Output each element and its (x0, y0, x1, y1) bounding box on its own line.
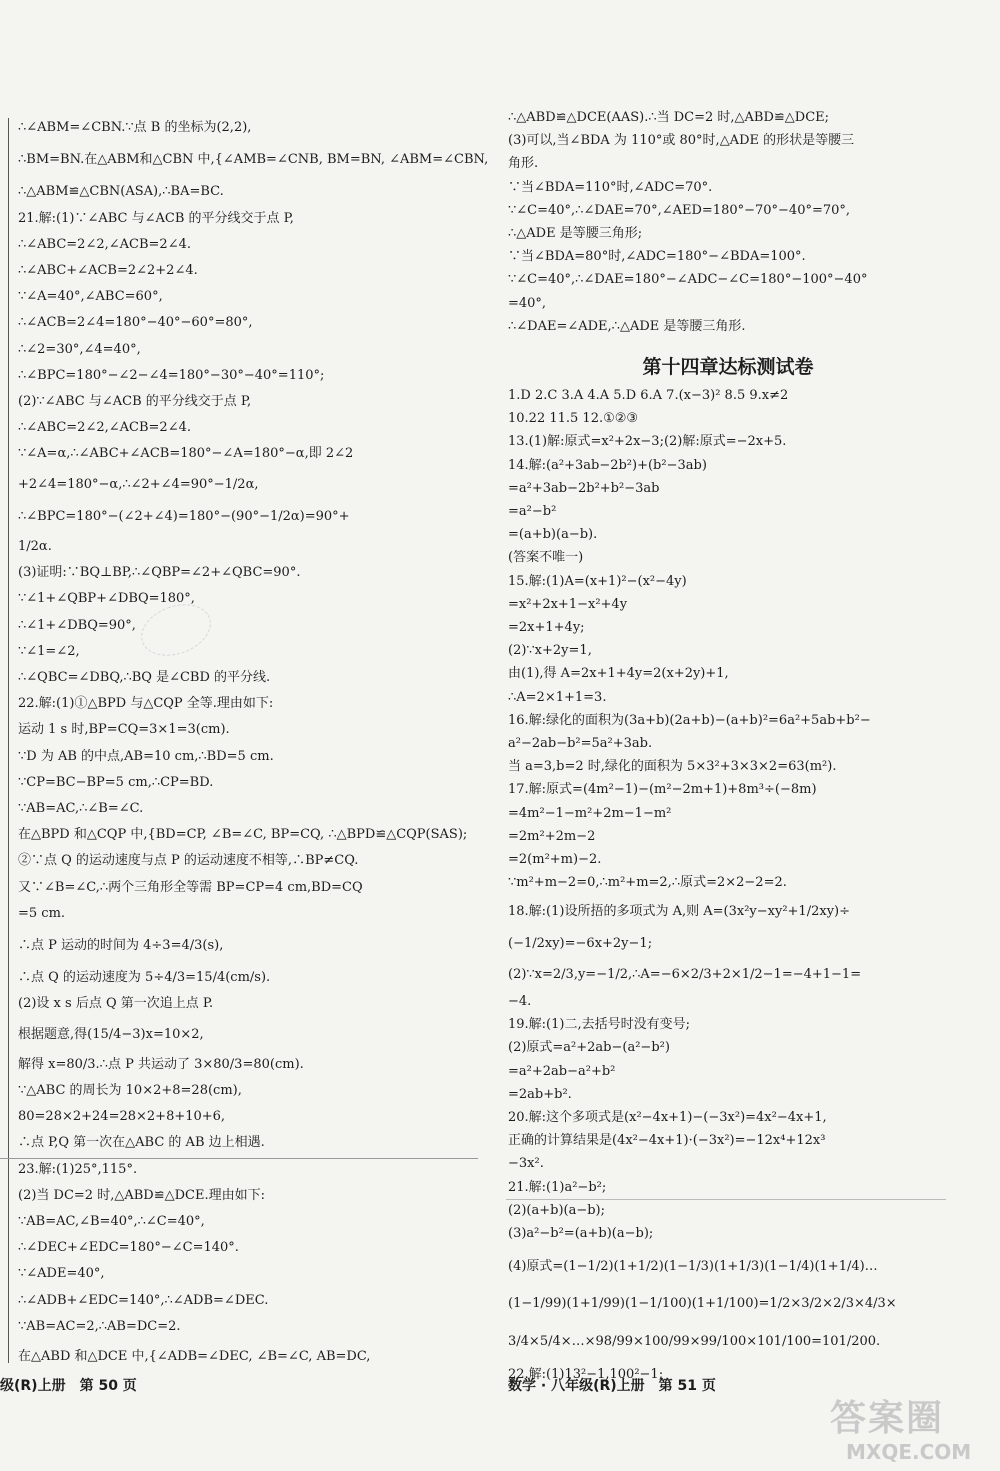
text-line: 解得 x=80/3.∴点 P 共运动了 3×80/3=80(cm). (18, 1056, 304, 1072)
text-line: −3x². (508, 1156, 544, 1172)
text-line: 1.D 2.C 3.A 4.A 5.D 6.A 7.(x−3)² 8.5 9.x≠2 (508, 388, 789, 403)
text-line: ∵∠1=∠2, (18, 643, 80, 659)
text-line: ∵AB=AC,∴∠B=∠C. (18, 801, 144, 816)
text-line: ∴∠QBC=∠DBQ,∴BQ 是∠CBD 的平分线. (18, 670, 271, 685)
text-line: ∴△ADE 是等腰三角形; (508, 226, 643, 241)
text-line: 21.解:(1)a²−b²; (508, 1179, 607, 1195)
text-line: 角形. (508, 156, 539, 172)
watermark-text: 答案圈 (830, 1398, 945, 1439)
text-line: ∵AB=AC,∠B=40°,∴∠C=40°, (18, 1214, 205, 1229)
text-line: 15.解:(1)A=(x+1)²−(x²−4y) (508, 573, 687, 589)
text-line: ∵∠C=40°,∴∠DAE=70°,∠AED=180°−70°−40°=70°, (508, 202, 851, 218)
text-line: ∴∠ADB+∠EDC=140°,∴∠ADB=∠DEC. (18, 1292, 269, 1308)
text-line: =x²+2x+1−x²+4y (508, 596, 628, 612)
text-line: 16.解:绿化的面积为(3a+b)(2a+b)−(a+b)²=6a²+5ab+b²− (508, 712, 871, 728)
text-line: 当 a=3,b=2 时,绿化的面积为 5×3²+3×3×2=63(m²). (508, 759, 837, 775)
text-line: (2)∵∠ABC 与∠ACB 的平分线交于点 P, (18, 394, 252, 409)
text-line: 14.解:(a²+3ab−2b²)+(b²−3ab) (508, 457, 707, 473)
text-line: =2m²+2m−2 (508, 828, 596, 844)
text-line: ∵当∠BDA=110°时,∠ADC=70°. (508, 179, 713, 195)
text-line: ∴点 P,Q 第一次在△ABC 的 AB 边上相遇. (18, 1135, 265, 1151)
text-line: 3/4×5/4×…×98/99×100/99×99/100×101/100=101/200. (508, 1333, 881, 1349)
text-line: =a²+3ab−2b²+b²−3ab (508, 480, 660, 496)
text-line: ∴∠DAE=∠ADE,∴△ADE 是等腰三角形. (508, 318, 746, 334)
text-line: ∵当∠BDA=80°时,∠ADC=180°−∠BDA=100°. (508, 249, 806, 265)
text-line: ∴∠DEC+∠EDC=180°−∠C=140°. (18, 1240, 239, 1256)
text-line: ∵m²+m−2=0,∴m²+m=2,∴原式=2×2−2=2. (508, 875, 787, 891)
text-line: (3)证明:∵BQ⊥BP,∴∠QBP=∠2+∠QBC=90°. (18, 565, 301, 581)
text-line: ∵∠ADE=40°, (18, 1266, 105, 1282)
watermark-logo (820, 1390, 980, 1468)
text-line: =a²−b² (508, 504, 557, 519)
text-line: ∵AB=AC=2,∴AB=DC=2. (18, 1318, 181, 1334)
text-line: (2)设 x s 后点 Q 第一次追上点 P. (18, 996, 214, 1012)
text-line: ∵∠A=40°,∠ABC=60°, (18, 289, 163, 305)
text-line: 在△ABD 和△DCE 中,{∠ADB=∠DEC, ∠B=∠C, AB=DC, (18, 1349, 371, 1364)
text-line: ∴∠2=30°,∠4=40°, (18, 341, 141, 357)
text-line: ∵CP=BC−BP=5 cm,∴CP=BD. (18, 774, 214, 790)
text-line: ∴点 P 运动的时间为 4÷3=4/3(s), (18, 938, 224, 953)
text-line: (2)原式=a²+2ab−(a²−b²) (508, 1040, 670, 1056)
text-line: 10.22 11.5 12.①②③ (508, 411, 639, 427)
text-line: ∴∠ACB=2∠4=180°−40°−60°=80°, (18, 315, 253, 331)
text-line: ∵D 为 AB 的中点,AB=10 cm,∴BD=5 cm. (18, 748, 274, 764)
text-line: 19.解:(1)二,去括号时没有变号; (508, 1017, 690, 1033)
text-line: ∵∠1+∠QBP+∠DBQ=180°, (18, 591, 195, 607)
text-line: 22.解:(1)①△BPD 与△CQP 全等.理由如下: (18, 696, 274, 712)
text-line: =5 cm. (18, 905, 66, 921)
text-line: ∴∠ABC=2∠2,∠ACB=2∠4. (18, 236, 191, 252)
text-line: 18.解:(1)设所捂的多项式为 A,则 A=(3x²y−xy²+1/2xy)÷ (508, 904, 850, 920)
watermark-url: MXQE.COM (846, 1440, 972, 1464)
text-line: ∴BM=BN.在△ABM和△CBN 中,{∠AMB=∠CNB, BM=BN, ∠ABM=∠CBN, (18, 152, 489, 168)
text-line: ∵△ABC 的周长为 10×2+8=28(cm), (18, 1083, 242, 1098)
section-title: 第十四章达标测试卷 (642, 356, 814, 378)
text-line: (1−1/99)(1+1/99)(1−1/100)(1+1/100)=1/2×3/2×2/3×4/3× (508, 1296, 897, 1312)
left-column-divider (0, 1158, 478, 1159)
text-line: (4)原式=(1−1/2)(1+1/2)(1−1/3)(1+1/3)(1−1/4)(1+1/4)… (508, 1259, 878, 1275)
text-line: ∴△ABD≌△DCE(AAS).∴当 DC=2 时,△ABD≌△DCE; (508, 110, 830, 125)
text-line: 80=28×2+24=28×2+8+10+6, (18, 1109, 226, 1125)
text-line: −4. (508, 994, 532, 1009)
text-line: ∴∠BPC=180°−∠2−∠4=180°−30°−40°=110°; (18, 367, 325, 383)
text-line: 根据题意,得(15/4−3)x=10×2, (18, 1026, 204, 1042)
text-line: 正确的计算结果是(4x²−4x+1)·(−3x²)=−12x⁴+12x³ (508, 1133, 826, 1149)
text-line: (2)(a+b)(a−b); (508, 1202, 606, 1218)
text-line: =2(m²+m)−2. (508, 852, 602, 867)
text-line: +2∠4=180°−α,∴∠2+∠4=90°−1/2α, (18, 476, 259, 492)
text-line: =2x+1+4y; (508, 620, 585, 635)
text-line: ∴点 Q 的运动速度为 5÷4/3=15/4(cm/s). (18, 970, 271, 986)
text-line: (2)∵x+2y=1, (508, 643, 592, 659)
text-line: ∴∠ABC=2∠2,∠ACB=2∠4. (18, 420, 191, 436)
text-line: (答案不唯一) (508, 550, 584, 566)
text-line: ∴∠ABM=∠CBN.∵点 B 的坐标为(2,2), (18, 120, 252, 135)
text-line: =a²+2ab−a²+b² (508, 1063, 616, 1079)
text-line: =(a+b)(a−b). (508, 527, 598, 543)
text-line: (3)可以,当∠BDA 为 110°或 80°时,△ADE 的形状是等腰三 (508, 133, 855, 149)
text-line: 13.(1)解:原式=x²+2x−3;(2)解:原式=−2x+5. (508, 434, 787, 450)
text-line: (−1/2xy)=−6x+2y−1; (508, 935, 653, 951)
text-line: =40°, (508, 295, 547, 311)
text-line: 21.解:(1)∵∠ABC 与∠ACB 的平分线交于点 P, (18, 210, 294, 226)
text-line: ∴∠ABC+∠ACB=2∠2+2∠4. (18, 263, 198, 278)
text-line: 23.解:(1)25°,115°. (18, 1161, 138, 1177)
text-line: a²−2ab−b²=5a²+3ab. (508, 736, 653, 751)
text-line: 由(1),得 A=2x+1+4y=2(x+2y)+1, (508, 666, 729, 682)
text-line: 20.解:这个多项式是(x²−4x+1)−(−3x²)=4x²−4x+1, (508, 1110, 827, 1125)
text-line: (3)a²−b²=(a+b)(a−b); (508, 1226, 654, 1241)
text-line: =2ab+b². (508, 1086, 572, 1102)
text-line: (2)∵x=2/3,y=−1/2,∴A=−6×2/3+2×1/2−1=−4+1−1= (508, 966, 862, 982)
text-line: 在△BPD 和△CQP 中,{BD=CP, ∠B=∠C, BP=CQ, ∴△BPD≌△CQP(SAS); (18, 827, 468, 843)
left-rule (8, 118, 9, 1363)
text-line: 17.解:原式=(4m²−1)−(m²−2m+1)+8m³÷(−8m) (508, 782, 817, 798)
text-line: ∴∠1+∠DBQ=90°, (18, 617, 136, 633)
text-line: (2)当 DC=2 时,△ABD≌△DCE.理由如下: (18, 1187, 265, 1203)
text-line: ∴△ABM≌△CBN(ASA),∴BA=BC. (18, 184, 224, 200)
text-line: ∴∠BPC=180°−(∠2+∠4)=180°−(90°−1/2α)=90°+ (18, 508, 350, 524)
text-line: ∵∠A=α,∴∠ABC+∠ACB=180°−∠A=180°−α,即 2∠2 (18, 446, 354, 462)
text-line: ②∵点 Q 的运动速度与点 P 的运动速度不相等,∴BP≠CQ. (18, 853, 359, 869)
text-line: =4m²−1−m²+2m−1−m² (508, 805, 672, 821)
footer-right-page-number: 数学 · 八年级(R)上册 第 51 页 (508, 1378, 716, 1394)
text-line: 1/2α. (18, 539, 52, 554)
text-line: 22.解:(1)13²−1,100²−1; (508, 1366, 664, 1382)
footer-left-page-number: 级(R)上册 第 50 页 (0, 1378, 137, 1394)
text-line: ∴A=2×1+1=3. (508, 689, 607, 705)
text-line: 又∵∠B=∠C,∴两个三角形全等需 BP=CP=4 cm,BD=CQ (18, 879, 363, 895)
text-line: ∵∠C=40°,∴∠DAE=180°−∠ADC−∠C=180°−100°−40° (508, 272, 868, 288)
right-column-divider (506, 1199, 946, 1200)
text-line: 运动 1 s 时,BP=CQ=3×1=3(cm). (18, 722, 230, 738)
